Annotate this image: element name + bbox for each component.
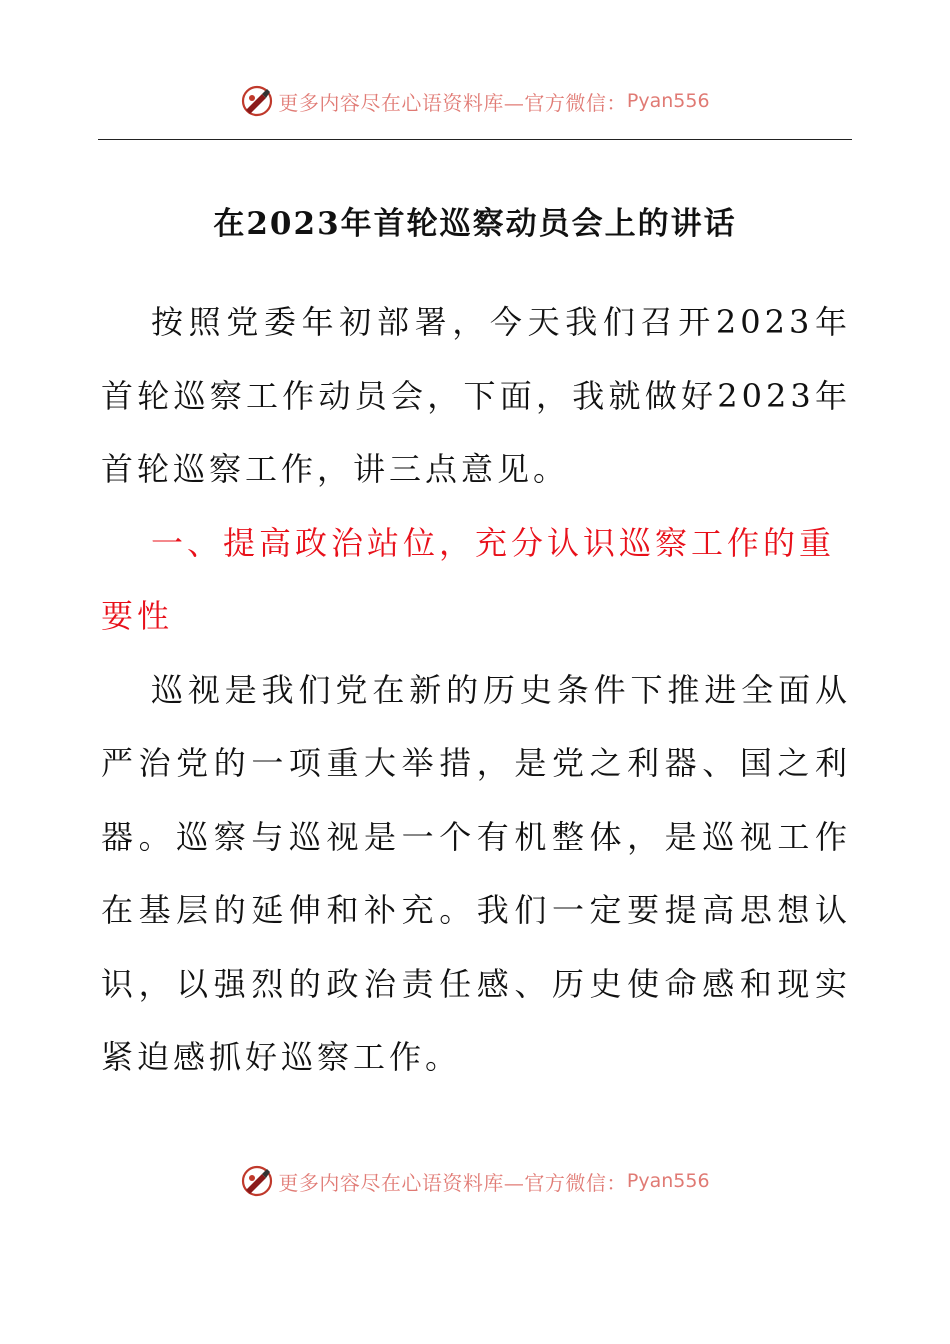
header-divider bbox=[98, 139, 852, 140]
footer-watermark bbox=[0, 1164, 950, 1198]
document-title: 在2023年首轮巡察动员会上的讲话 bbox=[213, 206, 737, 242]
section-1-paragraph: 巡视是我们党在新的历史条件下推进全面从严治党的一项重大举措，是党之利器、国之利器。巡察与巡视是一个有机整体，是巡视工作在基层的延伸和补充。我们一定要提高思想认识，以强烈的政治责任感、历史使命感和现实紧迫感抓好巡察工作。 bbox=[101, 670, 851, 1076]
watermark-text: 更多内容尽在心语资料库—官方微信： bbox=[278, 90, 627, 115]
section-heading-1: 一、提高政治站位，充分认识巡察工作的重要性 bbox=[101, 523, 836, 635]
watermark-text: 更多内容尽在心语资料库—官方微信： bbox=[278, 1170, 627, 1195]
watermark-wechat-id: Pyan556 bbox=[626, 1170, 710, 1192]
intro-paragraph: 按照党委年初部署，今天我们召开2023年首轮巡察工作动员会，下面，我就做好2023年首轮巡察工作，讲三点意见。 bbox=[101, 303, 851, 488]
header-watermark bbox=[0, 84, 950, 118]
pen-nib-logo-icon bbox=[240, 84, 274, 118]
watermark-wechat-id: Pyan556 bbox=[626, 90, 710, 112]
pen-nib-logo-icon bbox=[240, 1164, 274, 1198]
document-body bbox=[101, 286, 851, 1095]
